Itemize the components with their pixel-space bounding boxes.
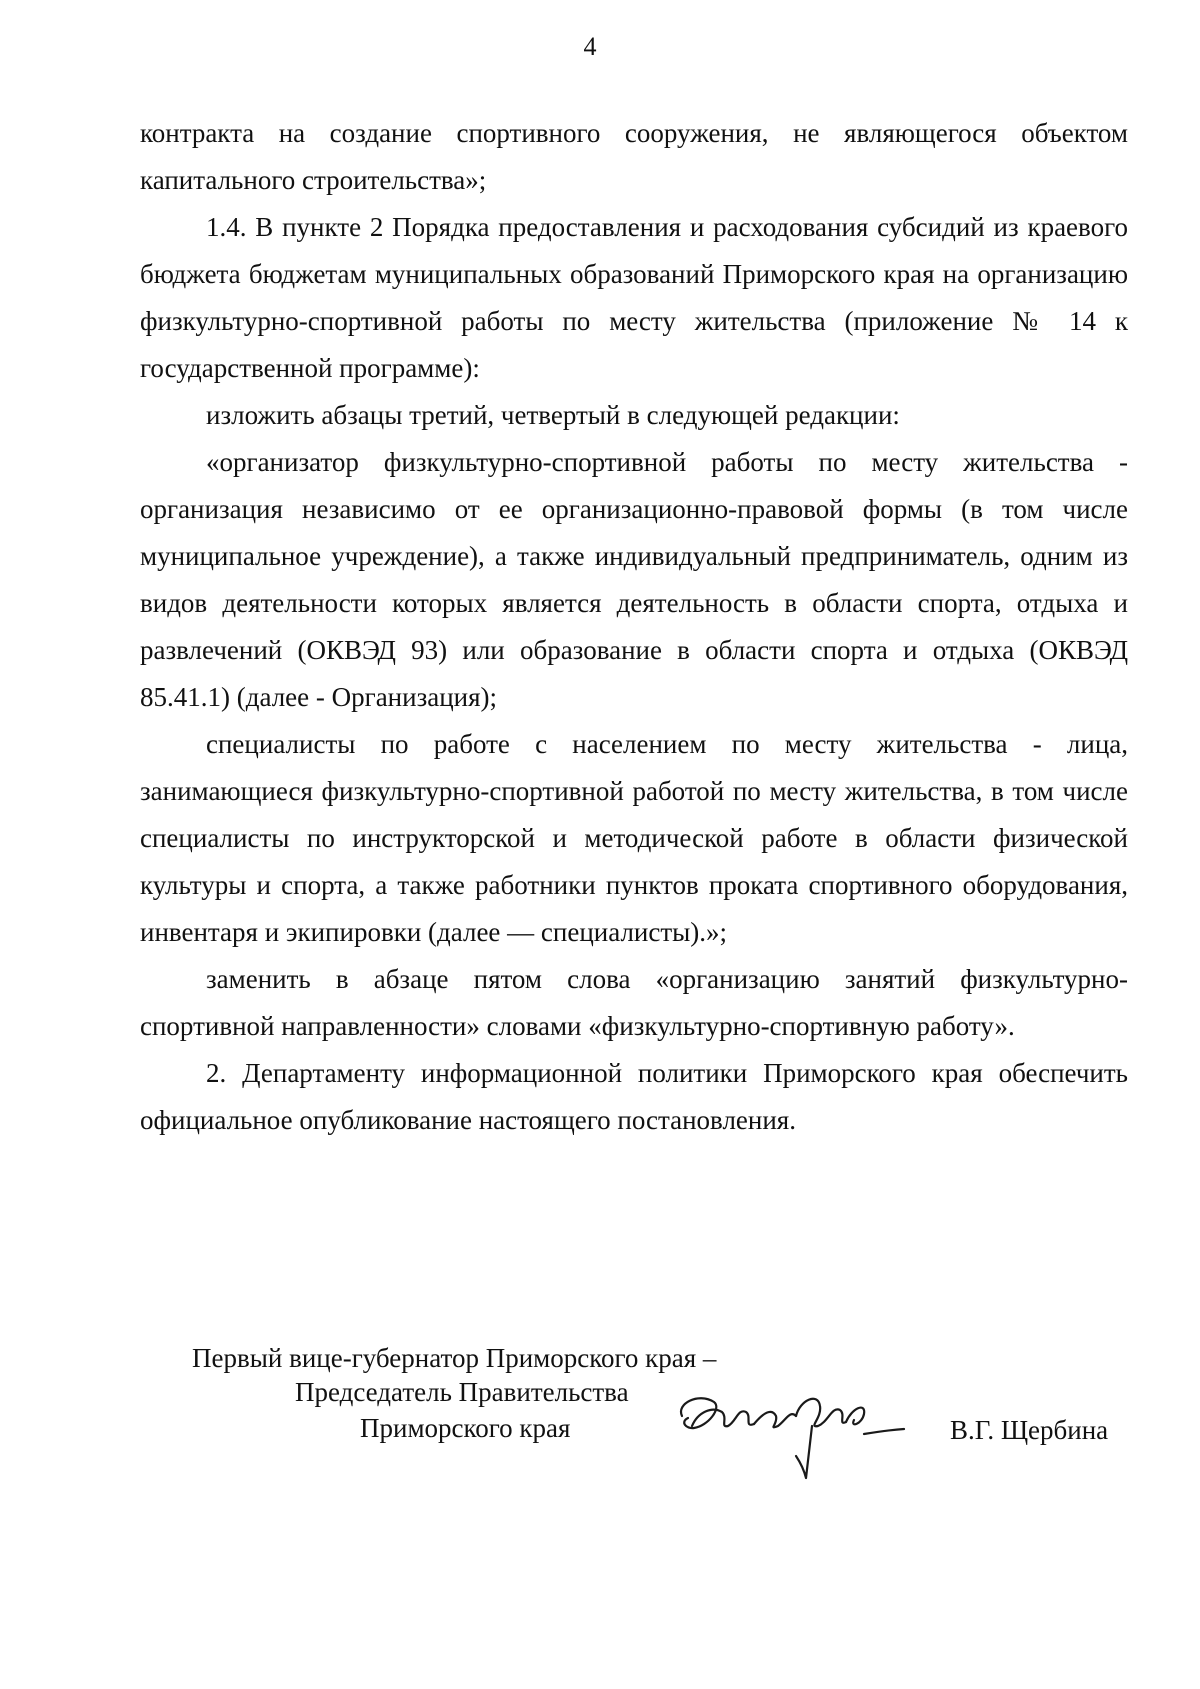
signer-position-line-3: Приморского края [360, 1413, 571, 1443]
paragraph-replace-words: заменить в абзаце пятом слова «организацию занятий физкультурно-спортивной направленности» словами «физкультурно-спортивную работу». [140, 964, 1128, 1041]
signer-name: В.Г. Щербина [950, 1415, 1109, 1445]
paragraph-organizer-definition: «организатор физкультурно-спортивной работы по месту жительства - организация независимо от ее организационно-правовой формы (в том числе муниципальное учреждение), а также индивидуальный предприниматель, одним из видов деятельности которых является деятельность в области спорта, отдыха и развлечений (ОКВЭД 93) или образование в области спорта и отдыха (ОКВЭД 85.41.1) (далее - Организация); [140, 447, 1128, 712]
signer-position-line-1: Первый вице-губернатор Приморского края – [192, 1343, 717, 1373]
paragraph-item-2: 2. Департаменту информационной политики Приморского края обеспечить официальное опубликование настоящего постановления. [140, 1058, 1128, 1135]
signer-position-line-2: Председатель Правительства [295, 1377, 629, 1407]
document-body [140, 110, 1128, 1144]
paragraph-continuation: контракта на создание спортивного сооружения, не являющегося объектом капитального строительства»; [140, 118, 1128, 195]
page-number: 4 [583, 32, 597, 61]
signature-block [0, 1340, 1200, 1470]
paragraph-instruction: изложить абзацы третий, четвертый в следующей редакции: [206, 400, 900, 430]
paragraph-specialists-definition: специалисты по работе с населением по месту жительства - лица, занимающиеся физкультурно-спортивной работой по месту жительства, в том числе специалисты по инструкторской и методической работе в области физической культуры и спорта, а также работники пунктов проката спортивного оборудования, инвентаря и экипировки (далее — специалисты).»; [140, 729, 1128, 947]
handwritten-signature [668, 1382, 908, 1488]
paragraph-item-1-4: 1.4. В пункте 2 Порядка предоставления и расходования субсидий из краевого бюджета бюджетам муниципальных образований Приморского края на организацию физкультурно-спортивной работы по месту жительства (приложение № 14 к государственной программе): [140, 212, 1128, 383]
